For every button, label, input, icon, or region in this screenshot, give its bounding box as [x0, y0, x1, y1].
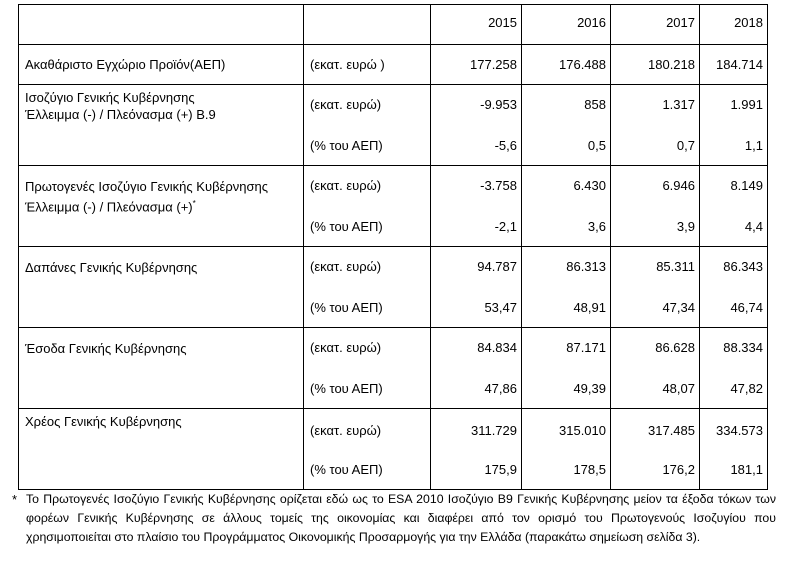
value: 176.488	[559, 57, 606, 72]
row-label	[19, 328, 303, 357]
value-cell	[522, 328, 611, 369]
value: 86.343	[723, 259, 763, 274]
value: 334.573	[716, 423, 763, 438]
unit-cell	[304, 85, 431, 126]
row-label-cell	[19, 247, 304, 328]
value-cell	[700, 369, 768, 409]
value: 181,1	[730, 461, 763, 477]
row-label-line: Δαπάνες Γενικής Κυβέρνησης	[25, 260, 198, 275]
year-header	[522, 5, 611, 45]
value-cell	[700, 85, 768, 126]
unit-label: (% του ΑΕΠ)	[310, 299, 383, 315]
value: 311.729	[470, 423, 517, 438]
value-cell	[611, 247, 700, 288]
value-cell	[700, 126, 768, 166]
value: 0,5	[587, 137, 606, 153]
table-row	[19, 45, 768, 85]
year-label: 2016	[577, 15, 606, 30]
value: 47,86	[484, 380, 517, 396]
value-cell	[431, 45, 522, 85]
unit-cell	[304, 207, 431, 247]
value-cell	[700, 409, 768, 450]
table-row	[19, 328, 768, 369]
unit-label: (εκατ. ευρώ)	[310, 259, 382, 274]
value-cell	[611, 126, 700, 166]
value-cell	[611, 85, 700, 126]
value: -9.953	[480, 97, 517, 112]
value: 49,39	[573, 380, 606, 396]
value: 1.991	[730, 97, 763, 112]
unit-cell	[304, 369, 431, 409]
footnote-marker: *	[12, 492, 18, 507]
value: 6.430	[573, 178, 606, 193]
value-cell	[611, 328, 700, 369]
value: 1,1	[744, 137, 763, 153]
value-cell	[611, 409, 700, 450]
value-cell	[611, 450, 700, 490]
value: 47,34	[662, 299, 695, 315]
year-header	[611, 5, 700, 45]
value-cell	[611, 166, 700, 207]
row-label-cell	[19, 409, 304, 490]
row-label	[19, 45, 303, 73]
value: 4,4	[744, 218, 763, 234]
value-cell	[700, 288, 768, 328]
value-cell	[431, 328, 522, 369]
value: 0,7	[676, 137, 695, 153]
unit-label: (% του ΑΕΠ)	[310, 380, 383, 396]
unit-label: (εκατ. ευρώ)	[310, 178, 382, 193]
value-cell	[431, 207, 522, 247]
year-header	[700, 5, 768, 45]
unit-cell	[304, 247, 431, 288]
value: 86.628	[655, 340, 695, 355]
table-row	[19, 85, 768, 126]
footnote	[12, 490, 776, 547]
value: 6.946	[662, 178, 695, 193]
value-cell	[522, 126, 611, 166]
value: -5,6	[494, 137, 517, 153]
row-label	[19, 247, 303, 276]
table-row	[19, 409, 768, 450]
value-cell	[611, 369, 700, 409]
value: 315.010	[559, 423, 606, 438]
value: 85.311	[656, 259, 695, 274]
value-cell	[522, 207, 611, 247]
value: 48,07	[662, 380, 695, 396]
fiscal-data-table	[18, 4, 768, 490]
unit-label: (εκατ. ευρώ )	[310, 57, 385, 72]
row-label-cell	[19, 45, 304, 85]
value: 94.787	[477, 259, 517, 274]
year-label: 2017	[666, 15, 695, 30]
value: 184.714	[716, 57, 763, 72]
row-label-line: Ακαθάριστο Εγχώριο Προϊόν(ΑΕΠ)	[25, 57, 226, 72]
unit-label: (% του ΑΕΠ)	[310, 218, 383, 234]
value-cell	[522, 288, 611, 328]
value: 86.313	[566, 259, 606, 274]
unit-label: (εκατ. ευρώ)	[310, 340, 382, 355]
value: 3,9	[676, 218, 695, 234]
row-label	[19, 166, 303, 215]
value-cell	[522, 166, 611, 207]
value: 84.834	[477, 340, 517, 355]
value: 1.317	[662, 97, 695, 112]
row-label-line: Έλλειμμα (-) / Πλεόνασμα (+) Β.9	[25, 107, 216, 122]
value-cell	[522, 369, 611, 409]
unit-label: (% του ΑΕΠ)	[310, 137, 383, 153]
header-unit-blank	[304, 5, 431, 45]
unit-cell	[304, 126, 431, 166]
unit-cell	[304, 450, 431, 490]
value-cell	[700, 450, 768, 490]
value-cell	[611, 45, 700, 85]
value-cell	[431, 166, 522, 207]
value-cell	[522, 409, 611, 450]
value-cell	[431, 450, 522, 490]
value-cell	[431, 369, 522, 409]
year-header	[431, 5, 522, 45]
value-cell	[700, 207, 768, 247]
value: 46,74	[730, 299, 763, 315]
value: 53,47	[484, 299, 517, 315]
value-cell	[522, 247, 611, 288]
value: 178,5	[573, 461, 606, 477]
value-cell	[611, 207, 700, 247]
value-cell	[431, 247, 522, 288]
value: 858	[584, 97, 606, 112]
row-label-cell	[19, 166, 304, 247]
row-label-line: Χρέος Γενικής Κυβέρνησης	[25, 414, 182, 429]
value: -2,1	[494, 218, 517, 234]
year-label: 2015	[488, 15, 517, 30]
unit-cell	[304, 45, 431, 85]
value: 177.258	[470, 57, 517, 72]
value: 87.171	[566, 340, 606, 355]
row-label-line-wrap	[25, 195, 303, 215]
header-blank	[19, 5, 304, 45]
value-cell	[700, 166, 768, 207]
value: 180.218	[648, 57, 695, 72]
value: 48,91	[573, 299, 606, 315]
value: 176,2	[662, 461, 695, 477]
value: 317.485	[648, 423, 695, 438]
footnote-text: Το Πρωτογενές Ισοζύγιο Γενικής Κυβέρνησης ορίζεται εδώ ως το ESA 2010 Ισοζύγιο Β9 Γενικής Κυβέρνησης μείον τα έξοδα τόκων των φορέων Γενικής Κυβέρνησης σε άλλους τομείς της οικονομίας και διαφέρει από τον ορισμό του Πρωτογενούς Ισοζυγίου που χρησιμοποιείται στο πλαίσιο του Προγράμματος Οικονομικής Προσαρμογής για την Ελλάδα (παρακάτω σημείωση σελίδα 3).	[26, 492, 776, 544]
value-cell	[431, 409, 522, 450]
unit-label: (% του ΑΕΠ)	[310, 461, 383, 477]
value: 3,6	[587, 218, 606, 234]
value: 47,82	[730, 380, 763, 396]
value-cell	[431, 85, 522, 126]
unit-cell	[304, 166, 431, 207]
value-cell	[522, 45, 611, 85]
row-label-line: Ισοζύγιο Γενικής Κυβέρνησης	[25, 90, 195, 105]
table-row	[19, 247, 768, 288]
unit-cell	[304, 409, 431, 450]
row-label-cell	[19, 328, 304, 409]
row-label-line: Έλλειμμα (-) / Πλεόνασμα (+)	[25, 199, 193, 215]
value: -3.758	[480, 178, 517, 193]
year-label: 2018	[734, 15, 763, 30]
value-cell	[611, 288, 700, 328]
value-cell	[700, 328, 768, 369]
unit-cell	[304, 288, 431, 328]
unit-label: (εκατ. ευρώ)	[310, 97, 382, 112]
row-label	[19, 409, 303, 430]
value-cell	[431, 288, 522, 328]
row-label	[19, 85, 303, 123]
value: 88.334	[723, 340, 763, 355]
header-row	[19, 5, 768, 45]
value: 175,9	[484, 461, 517, 477]
value: 8.149	[730, 178, 763, 193]
table-row	[19, 166, 768, 207]
value-cell	[522, 85, 611, 126]
unit-label: (εκατ. ευρώ)	[310, 423, 382, 438]
unit-cell	[304, 328, 431, 369]
row-label-line: Πρωτογενές Ισοζύγιο Γενικής Κυβέρνησης	[25, 179, 268, 194]
value-cell	[700, 45, 768, 85]
row-label-line: Έσοδα Γενικής Κυβέρνησης	[25, 341, 187, 356]
value-cell	[700, 247, 768, 288]
row-label-cell	[19, 85, 304, 166]
value-cell	[431, 126, 522, 166]
value-cell	[522, 450, 611, 490]
footnote-reference: *	[192, 199, 196, 208]
